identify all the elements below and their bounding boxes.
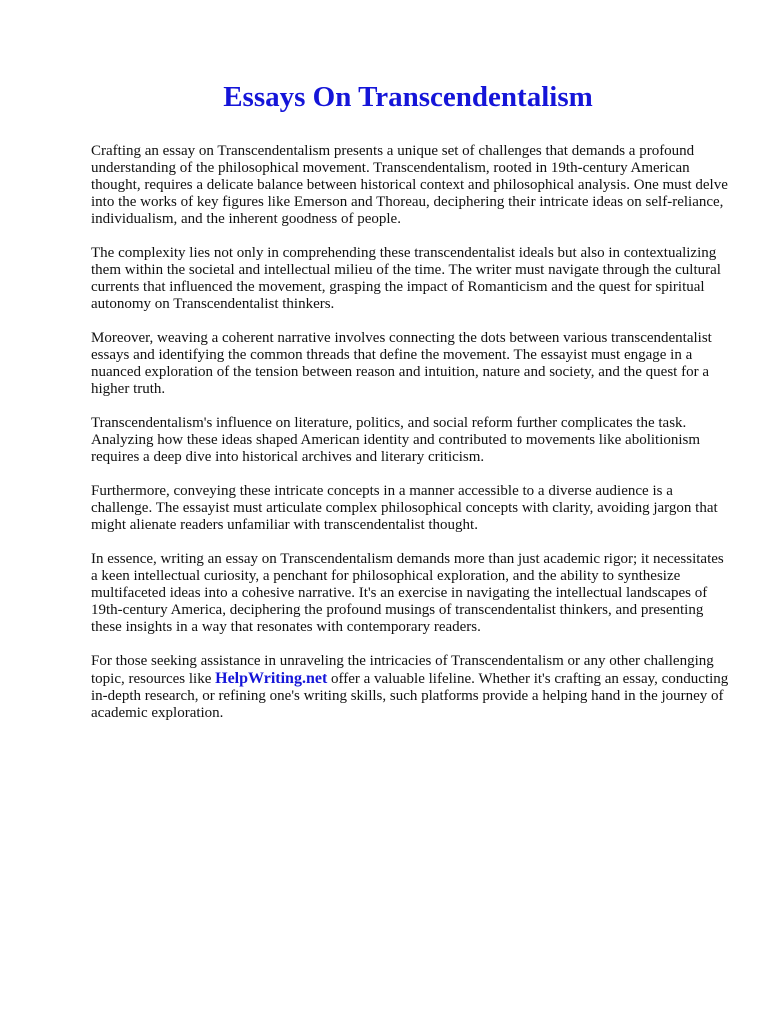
paragraph-4: Transcendentalism's influence on literature, politics, and social reform further complicates the task. Analyzing how these ideas shaped American identity and contributed to movements like abolitionism requires a deep dive into historical archives and literary criticism. (91, 415, 701, 465)
paragraph-6: In essence, writing an essay on Transcendentalism demands more than just academic rigor; it necessitates a keen intellectual curiosity, a penchant for philosophical exploration, and the ability to synthesize multifaceted ideas into a cohesive narrative. It's an exercise in navigating the intellectual landscapes of 19th-century America, deciphering the profound musings of transcendentalist thinkers, and presenting these insights in a way that resonates with contemporary readers. (91, 551, 724, 635)
essay-body (91, 143, 731, 739)
paragraph-2: The complexity lies not only in comprehending these transcendentalist ideals but also in contextualizing them within the societal and intellectual milieu of the time. The writer must navigate through the cultural currents that influenced the movement, grasping the impact of Romanticism and the quest for spiritual autonomy on Transcendentalist thinkers. (91, 245, 721, 312)
paragraph-7-before-link: For those seeking assistance in unraveling the intricacies of Transcendentalism or any other challenging topic, resources like (91, 653, 714, 687)
paragraph-7 (91, 653, 731, 722)
paragraph-5: Furthermore, conveying these intricate concepts in a manner accessible to a diverse audience is a challenge. The essayist must articulate complex philosophical concepts with clarity, avoiding jargon that might alienate readers unfamiliar with transcendentalist thought. (91, 483, 718, 533)
paragraph-1: Crafting an essay on Transcendentalism presents a unique set of challenges that demands a profound understanding of the philosophical movement. Transcendentalism, rooted in 19th-century American thought, requires a delicate balance between historical context and philosophical analysis. One must delve into the works of key figures like Emerson and Thoreau, deciphering their intricate ideas on self-reliance, individualism, and the inherent goodness of people. (91, 143, 728, 227)
paragraph-7-after-link: offer a valuable lifeline. Whether it's crafting an essay, conducting in-depth research, or refining one's writing skills, such platforms provide a helping hand in the journey of academic exploration. (91, 671, 729, 721)
helpwriting-link[interactable]: HelpWriting.net (215, 670, 328, 687)
paragraph-3: Moreover, weaving a coherent narrative involves connecting the dots between various transcendentalist essays and identifying the common threads that define the movement. The essayist must engage in a nuanced exploration of the tension between reason and intuition, nature and society, and the quest for a higher truth. (91, 330, 712, 397)
page-title: Essays On Transcendentalism (223, 81, 593, 113)
